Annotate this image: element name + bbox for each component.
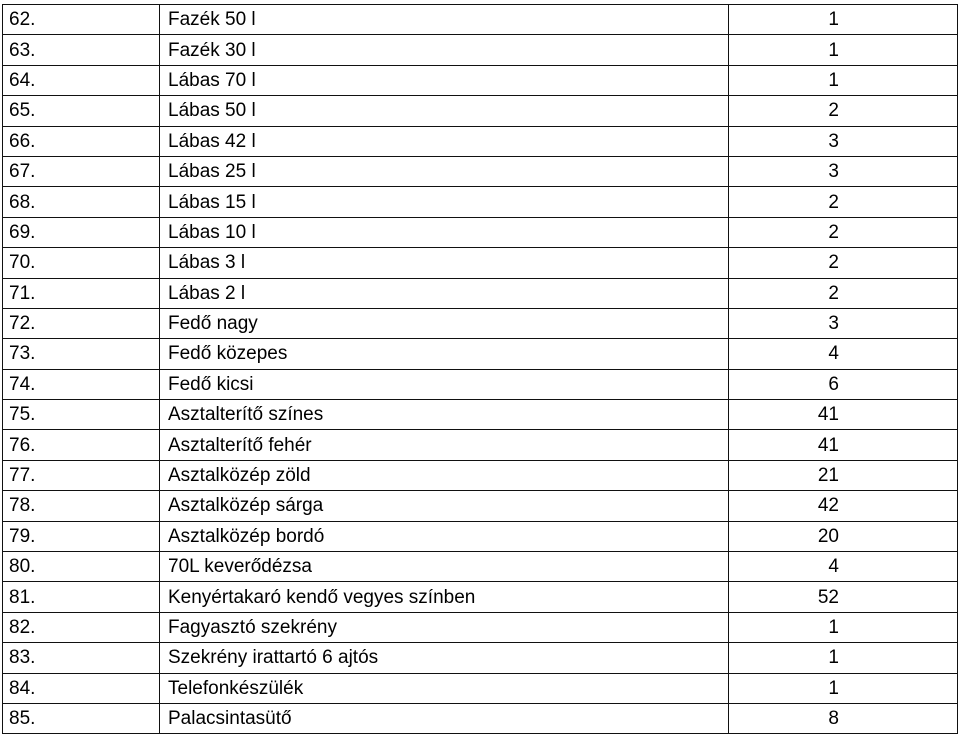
item-name-cell: Asztalközép bordó — [160, 521, 729, 551]
row-number-cell: 63. — [3, 35, 160, 65]
quantity-cell: 2 — [729, 278, 958, 308]
row-number-cell: 74. — [3, 369, 160, 399]
item-name-cell: Lábas 3 l — [160, 248, 729, 278]
item-name-cell: Asztalterítő színes — [160, 400, 729, 430]
quantity-cell: 41 — [729, 430, 958, 460]
row-number-cell: 69. — [3, 217, 160, 247]
table-row — [3, 643, 958, 673]
quantity-cell: 1 — [729, 643, 958, 673]
table-row — [3, 703, 958, 733]
row-number-cell: 76. — [3, 430, 160, 460]
table-row — [3, 430, 958, 460]
item-name-cell: Lábas 10 l — [160, 217, 729, 247]
table-row — [3, 65, 958, 95]
row-number-cell: 83. — [3, 643, 160, 673]
quantity-cell: 1 — [729, 35, 958, 65]
row-number-cell: 75. — [3, 400, 160, 430]
row-number-cell: 64. — [3, 65, 160, 95]
quantity-cell: 3 — [729, 308, 958, 338]
item-name-cell: Fedő nagy — [160, 308, 729, 338]
table-row — [3, 35, 958, 65]
quantity-cell: 20 — [729, 521, 958, 551]
quantity-cell: 52 — [729, 582, 958, 612]
item-name-cell: 70L keverődézsa — [160, 552, 729, 582]
quantity-cell: 8 — [729, 703, 958, 733]
table-row — [3, 308, 958, 338]
table-row — [3, 278, 958, 308]
table-row — [3, 582, 958, 612]
item-name-cell: Lábas 70 l — [160, 65, 729, 95]
item-name-cell: Asztalközép zöld — [160, 460, 729, 490]
table-row — [3, 126, 958, 156]
table-row — [3, 400, 958, 430]
item-name-cell: Fedő közepes — [160, 339, 729, 369]
quantity-cell: 1 — [729, 673, 958, 703]
item-name-cell: Szekrény irattartó 6 ajtós — [160, 643, 729, 673]
table-row — [3, 491, 958, 521]
table-row — [3, 96, 958, 126]
item-name-cell: Telefonkészülék — [160, 673, 729, 703]
quantity-cell: 1 — [729, 612, 958, 642]
table-row — [3, 460, 958, 490]
row-number-cell: 62. — [3, 5, 160, 35]
table-row — [3, 5, 958, 35]
table-row — [3, 248, 958, 278]
row-number-cell: 73. — [3, 339, 160, 369]
item-name-cell: Fazék 50 l — [160, 5, 729, 35]
item-name-cell: Kenyértakaró kendő vegyes színben — [160, 582, 729, 612]
row-number-cell: 71. — [3, 278, 160, 308]
table-row — [3, 187, 958, 217]
item-name-cell: Palacsintasütő — [160, 703, 729, 733]
item-name-cell: Asztalterítő fehér — [160, 430, 729, 460]
item-name-cell: Fagyasztó szekrény — [160, 612, 729, 642]
inventory-table — [2, 4, 958, 734]
quantity-cell: 6 — [729, 369, 958, 399]
quantity-cell: 2 — [729, 187, 958, 217]
table-row — [3, 673, 958, 703]
row-number-cell: 72. — [3, 308, 160, 338]
item-name-cell: Lábas 50 l — [160, 96, 729, 126]
row-number-cell: 66. — [3, 126, 160, 156]
table-row — [3, 156, 958, 186]
item-name-cell: Fedő kicsi — [160, 369, 729, 399]
row-number-cell: 65. — [3, 96, 160, 126]
row-number-cell: 79. — [3, 521, 160, 551]
row-number-cell: 81. — [3, 582, 160, 612]
table-row — [3, 552, 958, 582]
quantity-cell: 2 — [729, 96, 958, 126]
row-number-cell: 84. — [3, 673, 160, 703]
quantity-cell: 42 — [729, 491, 958, 521]
quantity-cell: 21 — [729, 460, 958, 490]
row-number-cell: 67. — [3, 156, 160, 186]
row-number-cell: 82. — [3, 612, 160, 642]
inventory-table-body — [3, 5, 958, 734]
row-number-cell: 85. — [3, 703, 160, 733]
quantity-cell: 3 — [729, 126, 958, 156]
quantity-cell: 2 — [729, 217, 958, 247]
item-name-cell: Asztalközép sárga — [160, 491, 729, 521]
quantity-cell: 2 — [729, 248, 958, 278]
item-name-cell: Lábas 15 l — [160, 187, 729, 217]
table-row — [3, 521, 958, 551]
item-name-cell: Lábas 2 l — [160, 278, 729, 308]
item-name-cell: Lábas 42 l — [160, 126, 729, 156]
row-number-cell: 68. — [3, 187, 160, 217]
table-row — [3, 339, 958, 369]
table-row — [3, 612, 958, 642]
quantity-cell: 4 — [729, 552, 958, 582]
quantity-cell: 3 — [729, 156, 958, 186]
row-number-cell: 70. — [3, 248, 160, 278]
table-row — [3, 217, 958, 247]
quantity-cell: 4 — [729, 339, 958, 369]
row-number-cell: 77. — [3, 460, 160, 490]
row-number-cell: 80. — [3, 552, 160, 582]
row-number-cell: 78. — [3, 491, 160, 521]
quantity-cell: 1 — [729, 65, 958, 95]
quantity-cell: 1 — [729, 5, 958, 35]
quantity-cell: 41 — [729, 400, 958, 430]
item-name-cell: Lábas 25 l — [160, 156, 729, 186]
item-name-cell: Fazék 30 l — [160, 35, 729, 65]
table-row — [3, 369, 958, 399]
